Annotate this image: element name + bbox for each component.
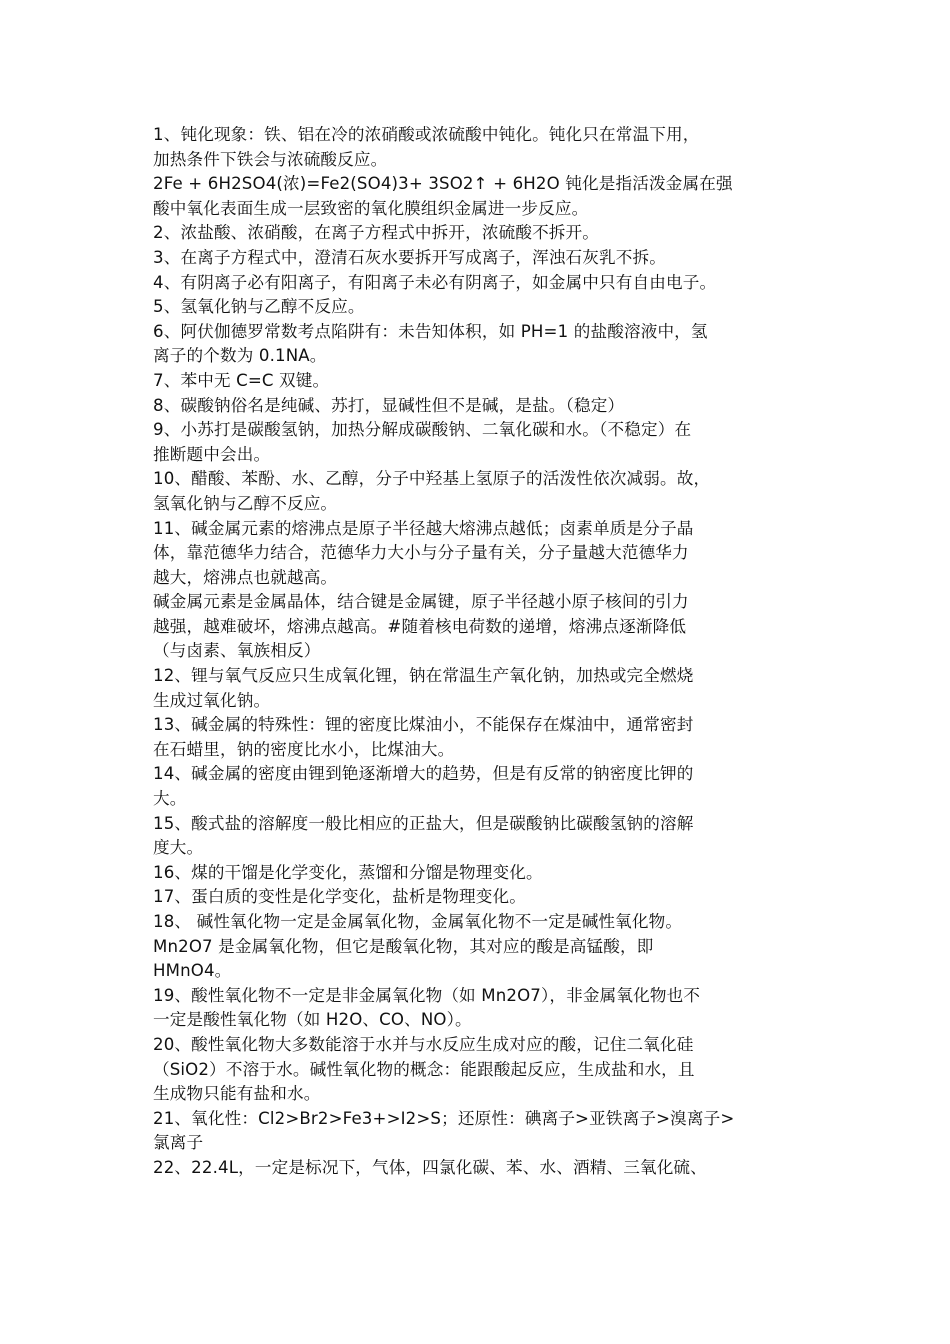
text-line: 22、22.4L，一定是标况下，气体，四氯化碳、苯、水、酒精、三氧化硫、	[153, 1157, 707, 1177]
text-line: 21、氧化性：Cl2>Br2>Fe3+>I2>S；还原性：碘离子>亚铁离子>溴离子>	[153, 1108, 735, 1128]
text-line: （SiO2）不溶于水。碱性氧化物的概念：能跟酸起反应，生成盐和水，且	[153, 1059, 695, 1079]
text-line: 2、浓盐酸、浓硝酸，在离子方程式中拆开，浓硫酸不拆开。	[153, 223, 600, 243]
text-line: 越强，越难破坏，熔沸点越高。#随着核电荷数的递增，熔沸点逐渐降低	[153, 616, 687, 636]
text-line: 加热条件下铁会与浓硫酸反应。	[153, 149, 388, 169]
text-line: 10、醋酸、苯酚、水、乙醇，分子中羟基上氢原子的活泼性依次减弱。故，	[153, 469, 711, 489]
text-line: 1、钝化现象：铁、铝在冷的浓硝酸或浓硫酸中钝化。钝化只在常温下用，	[153, 125, 700, 144]
text-line: 14、碱金属的密度由锂到铯逐渐增大的趋势，但是有反常的钠密度比钾的	[153, 764, 694, 784]
text-line: 6、阿伏伽德罗常数考点陷阱有：未告知体积，如 PH=1 的盐酸溶液中，氢	[153, 321, 708, 341]
text-line: 5、氢氧化钠与乙醇不反应。	[153, 297, 365, 317]
text-line: 17、蛋白质的变性是化学变化，盐析是物理变化。	[153, 887, 527, 907]
text-line: 度大。	[153, 838, 204, 858]
text-line: 2Fe + 6H2SO4(浓)=Fe2(SO4)3+ 3SO2↑ + 6H2O 钝化是指活泼金属在强	[153, 174, 733, 194]
text-line: 酸中氧化表面生成一层致密的氧化膜组织金属进一步反应。	[153, 198, 589, 218]
text-line: 8、碳酸钠俗名是纯碱、苏打，显碱性但不是碱，是盐。（稳定）	[153, 395, 625, 415]
document-body	[153, 123, 803, 1181]
text-line: 氯离子	[153, 1133, 204, 1153]
text-line: 19、酸性氧化物不一定是非金属氧化物（如 Mn2O7），非金属氧化物也不	[153, 985, 701, 1005]
text-line: 18、 碱性氧化物一定是金属氧化物，金属氧化物不一定是碱性氧化物。	[153, 912, 683, 931]
text-line: 生成过氧化钠。	[153, 690, 271, 710]
text-line: 9、小苏打是碳酸氢钠，加热分解成碳酸钠、二氧化碳和水。（不稳定）在	[153, 420, 692, 440]
text-line: 一定是酸性氧化物（如 H2O、CO、NO）。	[153, 1010, 472, 1030]
text-line: 大。	[153, 789, 187, 809]
text-line: （与卤素、氧族相反）	[153, 641, 321, 661]
text-line: 16、煤的干馏是化学变化，蒸馏和分馏是物理变化。	[153, 862, 543, 882]
text-line: 氢氧化钠与乙醇不反应。	[153, 493, 338, 513]
text-line: Mn2O7 是金属氧化物，但它是酸氧化物，其对应的酸是高锰酸，即	[153, 936, 654, 956]
text-line: 20、酸性氧化物大多数能溶于水并与水反应生成对应的酸，记住二氧化硅	[153, 1034, 694, 1054]
text-line: 3、在离子方程式中，澄清石灰水要拆开写成离子，浑浊石灰乳不拆。	[153, 247, 667, 267]
text-line: 体，靠范德华力结合，范德华力大小与分子量有关，分子量越大范德华力	[153, 543, 689, 563]
text-line: 越大，熔沸点也就越高。	[153, 567, 338, 587]
text-line: 推断题中会出。	[153, 444, 271, 464]
text-line: 15、酸式盐的溶解度一般比相应的正盐大，但是碳酸钠比碳酸氢钠的溶解	[153, 813, 694, 833]
text-line: 碱金属元素是金属晶体，结合键是金属键，原子半径越小原子核间的引力	[153, 592, 689, 612]
text-line: 12、锂与氧气反应只生成氧化锂，钠在常温生产氧化钠，加热或完全燃烧	[153, 666, 694, 686]
text-line: 生成物只能有盐和水。	[153, 1084, 321, 1104]
text-line: 在石蜡里，钠的密度比水小，比煤油大。	[153, 739, 455, 759]
text-line: 4、有阴离子必有阳离子，有阳离子未必有阴离子，如金属中只有自由电子。	[153, 272, 717, 292]
text-line: 13、碱金属的特殊性：锂的密度比煤油小，不能保存在煤油中，通常密封	[153, 715, 694, 735]
text-line: 7、苯中无 C=C 双键。	[153, 370, 330, 390]
text-line: 11、碱金属元素的熔沸点是原子半径越大熔沸点越低；卤素单质是分子晶	[153, 518, 694, 538]
text-line: 离子的个数为 0.1NA。	[153, 346, 327, 366]
text-line: HMnO4。	[153, 961, 232, 981]
